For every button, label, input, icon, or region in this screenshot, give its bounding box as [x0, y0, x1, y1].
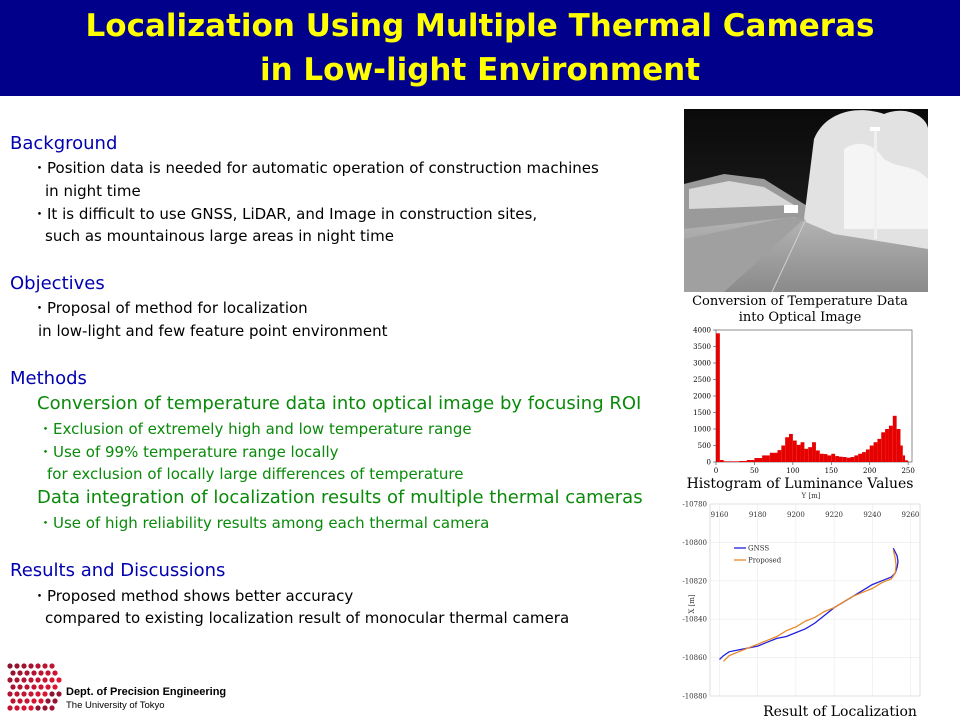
x-tick-label: 9260: [901, 511, 920, 519]
method-1-point-b: ・Use of 99% temperature range locally: [38, 443, 339, 461]
method-2-point-a: ・Use of high reliability results among each thermal camera: [38, 514, 490, 532]
plot-frame: [710, 504, 920, 696]
histogram-bar: [804, 449, 808, 462]
title-line-2: in Low-light Environment: [259, 52, 701, 88]
histogram-bar: [900, 446, 902, 463]
histogram-bar: [816, 450, 820, 462]
logo-dot: [49, 677, 54, 682]
logo-dot: [45, 684, 50, 689]
x-axis-label: Y [m]: [801, 492, 821, 500]
y-tick-label: 3000: [693, 359, 711, 368]
page-title: [0, 4, 960, 92]
histogram-bar: [789, 434, 793, 462]
logo-dot: [14, 705, 19, 710]
logo-dot: [28, 663, 33, 668]
logo-dot: [28, 677, 33, 682]
logo-dot: [24, 670, 29, 675]
x-tick-label: 200: [863, 467, 877, 474]
histogram-bar: [839, 457, 843, 462]
logo-dot: [52, 684, 57, 689]
thermal-image: [684, 109, 928, 292]
logo-dot: [31, 698, 36, 703]
logo-dot: [38, 684, 43, 689]
y-tick-label: 500: [697, 442, 711, 450]
histogram-bar: [862, 452, 866, 462]
background-line-2: in night time: [45, 182, 141, 200]
logo-university: The University of Tokyo: [66, 700, 165, 711]
photo-caption-line-2: into Optical Image: [738, 310, 862, 325]
objectives-heading: Objectives: [10, 273, 105, 294]
y-tick-label: 0: [706, 458, 711, 467]
logo-dot: [45, 698, 50, 703]
localization-caption: Result of Localization: [763, 704, 917, 720]
histogram-bar: [739, 461, 747, 462]
logo-dot: [35, 691, 40, 696]
histogram-bar: [747, 460, 755, 462]
histogram-bar: [877, 439, 881, 462]
logo-dot: [24, 698, 29, 703]
histogram-bar: [854, 455, 858, 462]
logo-dot: [14, 691, 19, 696]
y-tick-label: -10820: [682, 577, 707, 586]
histogram-bar: [820, 454, 824, 462]
results-line-1: ・Proposed method shows better accuracy: [32, 587, 354, 605]
method-1-point-a: ・Exclusion of extremely high and low temperature range: [38, 420, 472, 438]
logo-dot: [56, 677, 61, 682]
histogram-bar: [724, 461, 732, 462]
logo-dot: [56, 691, 61, 696]
histogram-bar: [762, 455, 770, 462]
histogram-bar: [889, 426, 893, 462]
background-line-4: such as mountainous large areas in night time: [45, 227, 394, 245]
logo-dot: [7, 663, 12, 668]
logo-dot: [35, 663, 40, 668]
logo-dot: [21, 705, 26, 710]
logo-dot: [7, 705, 12, 710]
histogram-bar: [897, 429, 901, 462]
histogram-bar: [881, 432, 885, 462]
objectives-line-2: in low-light and few feature point environment: [38, 322, 388, 340]
histogram-bar: [781, 446, 785, 463]
histogram-bar: [847, 458, 851, 462]
histogram-bar: [843, 457, 847, 462]
x-tick-label: 150: [824, 467, 838, 474]
histogram-bar: [770, 453, 778, 462]
histogram-bar: [777, 450, 781, 462]
histogram-bar: [754, 458, 762, 462]
localization-chart: [678, 490, 928, 706]
logo-dot: [28, 705, 33, 710]
logo-dot: [42, 705, 47, 710]
histogram-bar: [858, 454, 862, 462]
histogram-bar: [801, 442, 805, 462]
histogram-bar: [835, 456, 839, 462]
logo-dot: [28, 691, 33, 696]
logo-dot: [10, 670, 15, 675]
results-line-2: compared to existing localization result of monocular thermal camera: [45, 609, 570, 627]
logo-dot: [31, 684, 36, 689]
methods-heading: Methods: [10, 368, 87, 389]
histogram-bar: [903, 455, 905, 462]
logo-dot: [42, 677, 47, 682]
histogram-bar: [812, 442, 816, 462]
x-tick-label: 9220: [825, 511, 844, 519]
y-tick-label: 2000: [693, 392, 711, 401]
logo-dot: [17, 670, 22, 675]
x-tick-label: 9160: [710, 511, 729, 519]
university-logo-icon: [4, 660, 64, 714]
legend-label: Proposed: [748, 556, 782, 565]
y-tick-label: 1000: [693, 425, 711, 434]
histogram-bar: [808, 447, 812, 462]
logo-dot: [38, 670, 43, 675]
logo-dot: [14, 677, 19, 682]
histogram-bar: [827, 455, 831, 462]
logo-dot: [42, 691, 47, 696]
objectives-line-1: ・Proposal of method for localization: [32, 299, 308, 317]
histogram-bar: [793, 441, 797, 462]
y-tick-label: -10860: [682, 654, 707, 663]
logo-text: [66, 686, 226, 712]
background-line-1: ・Position data is needed for automatic operation of construction machines: [32, 159, 599, 177]
logo-dot: [52, 670, 57, 675]
logo-dept: Dept. of Precision Engineering: [66, 686, 227, 698]
x-tick-label: 9240: [863, 511, 882, 519]
logo-dot: [24, 684, 29, 689]
y-tick-label: -10800: [682, 538, 707, 547]
logo-dot: [49, 691, 54, 696]
logo-dot: [52, 698, 57, 703]
photo-caption-line-1: Conversion of Temperature Data: [692, 294, 908, 309]
y-tick-label: 3500: [693, 343, 711, 351]
y-tick-label: -10780: [682, 500, 707, 509]
title-line-1: Localization Using Multiple Thermal Cameras: [85, 8, 875, 44]
x-tick-label: 0: [713, 467, 719, 474]
logo-dot: [10, 684, 15, 689]
logo-dot: [31, 670, 36, 675]
method-1-title: Conversion of temperature data into optical image by focusing ROI: [37, 393, 642, 414]
logo-dot: [14, 663, 19, 668]
logo-dot: [21, 677, 26, 682]
histogram-bar: [874, 442, 878, 462]
logo-dot: [7, 691, 12, 696]
method-2-title: Data integration of localization results of multiple thermal cameras: [37, 487, 643, 508]
logo-dot: [21, 691, 26, 696]
photo-caption: [683, 294, 917, 326]
histogram-bar: [866, 449, 870, 462]
logo-dot: [10, 698, 15, 703]
y-axis-label: X [m]: [688, 594, 696, 614]
histogram-chart: [678, 324, 924, 474]
method-1-point-c: for exclusion of locally large differences of temperature: [47, 465, 464, 483]
logo-dot: [17, 698, 22, 703]
histogram-bar: [785, 437, 789, 462]
x-tick-label: 250: [901, 467, 915, 474]
logo-dot: [42, 663, 47, 668]
histogram-bar: [905, 460, 908, 462]
y-tick-label: 1500: [693, 409, 711, 417]
logo-dot: [45, 670, 50, 675]
y-tick-label: 2500: [693, 376, 711, 384]
histogram-bar: [893, 416, 897, 462]
x-tick-label: 9200: [786, 511, 805, 519]
y-tick-label: 4000: [693, 326, 711, 335]
logo-dot: [35, 705, 40, 710]
histogram-bar: [731, 461, 739, 462]
histogram-bar: [885, 429, 889, 462]
logo-dot: [7, 677, 12, 682]
histogram-bar: [797, 445, 801, 462]
histogram-bar: [870, 446, 874, 463]
histogram-bar: [716, 333, 720, 462]
histogram-bar: [851, 457, 855, 462]
legend-label: GNSS: [748, 544, 770, 553]
logo-dot: [38, 698, 43, 703]
logo-dot: [35, 677, 40, 682]
histogram-bar: [831, 454, 835, 462]
x-tick-label: 50: [749, 467, 759, 474]
logo-dot: [49, 705, 54, 710]
histogram-bar: [720, 460, 724, 462]
x-tick-label: 100: [786, 467, 800, 474]
background-line-3: ・It is difficult to use GNSS, LiDAR, and Image in construction sites,: [32, 205, 538, 223]
logo-dot: [17, 684, 22, 689]
y-tick-label: -10840: [682, 615, 707, 624]
x-tick-label: 9180: [748, 511, 767, 519]
y-tick-label: -10880: [682, 692, 707, 701]
histogram-bar: [824, 454, 828, 462]
logo-dot: [49, 663, 54, 668]
logo-dot: [21, 663, 26, 668]
histogram-caption: Histogram of Luminance Values: [686, 476, 914, 492]
background-heading: Background: [10, 133, 118, 154]
results-heading: Results and Discussions: [10, 560, 226, 581]
